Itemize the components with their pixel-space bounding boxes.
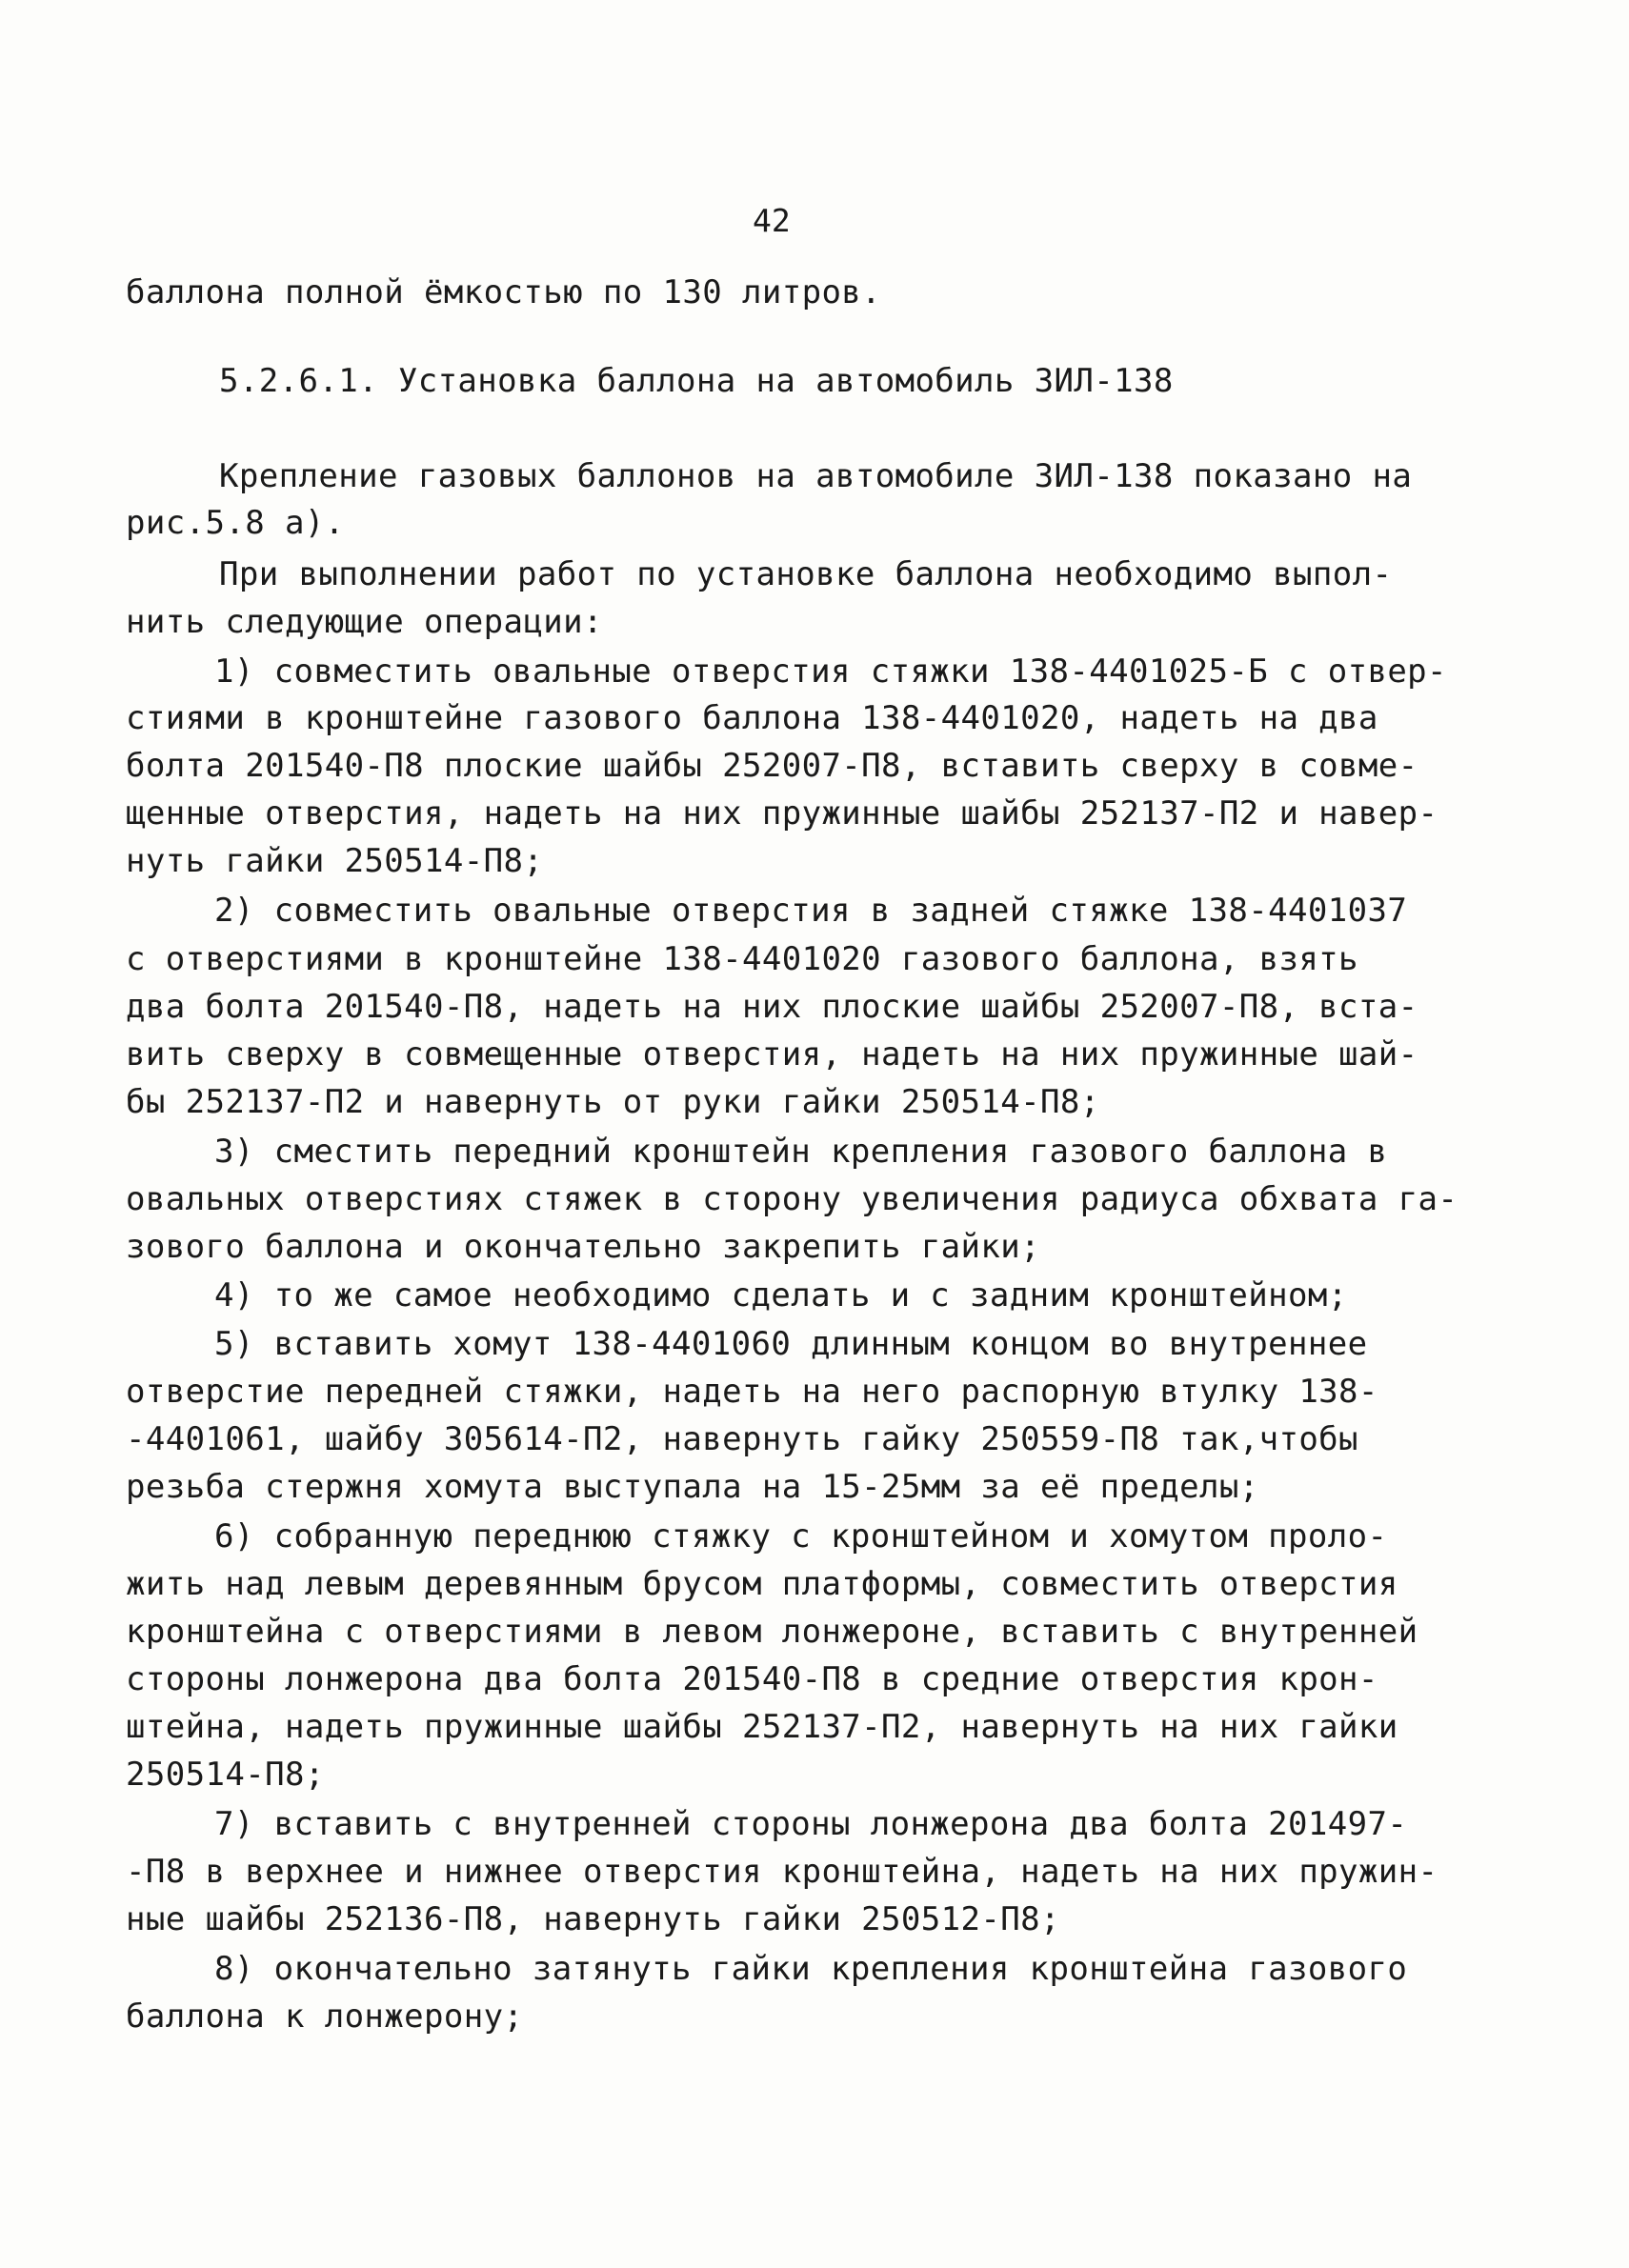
page-number: 42 (753, 202, 791, 239)
text-line: штейна, надеть пружинные шайбы 252137-П2, навернуть на них гайки (126, 1708, 1398, 1746)
text-line: бы 252137-П2 и навернуть от руки гайки 250514-П8; (126, 1083, 1100, 1121)
text-line: стороны лонжерона два болта 201540-П8 в средние отверстия крон- (126, 1660, 1378, 1698)
list-item: 7) вставить с внутренней стороны лонжерона два болта 201497- (214, 1805, 1408, 1843)
text-line: с отверстиями в кронштейне 138-4401020 газового баллона, взять (126, 940, 1358, 978)
text-line: баллона к лонжерону; (126, 1997, 524, 2036)
text-line: 250514-П8; (126, 1756, 325, 1794)
text-line: ные шайбы 252136-П8, навернуть гайки 250512-П8; (126, 1900, 1060, 1938)
text-line: рис.5.8 а). (126, 504, 345, 542)
text-line: стиями в кронштейне газового баллона 138-4401020, надеть на два (126, 699, 1378, 737)
text-line: болта 201540-П8 плоские шайбы 252007-П8, вставить сверху в совме- (126, 747, 1418, 785)
section-heading: 5.2.6.1. Установка баллона на автомобиль ЗИЛ-138 (219, 362, 1174, 400)
list-item: 6) собранную переднюю стяжку с кронштейном и хомутом проло- (214, 1517, 1388, 1555)
text-line: нить следующие операции: (126, 603, 603, 641)
list-item: 8) окончательно затянуть гайки крепления кронштейна газового (214, 1950, 1408, 1988)
text-line: резьба стержня хомута выступала на 15-25мм за её пределы; (126, 1468, 1259, 1506)
text-line: -П8 в верхнее и нижнее отверстия кронштейна, надеть на них пружин- (126, 1853, 1438, 1891)
text-line: вить сверху в совмещенные отверстия, надеть на них пружинные шай- (126, 1035, 1418, 1074)
text-line: кронштейна с отверстиями в левом лонжероне, вставить с внутренней (126, 1613, 1418, 1651)
list-item: 4) то же самое необходимо сделать и с задним кронштейном; (214, 1276, 1348, 1315)
list-item: 2) совместить овальные отверстия в задней стяжке 138-4401037 (214, 892, 1408, 930)
list-item: 3) сместить передний кронштейн крепления газового баллона в (214, 1133, 1388, 1171)
text-line: щенные отверстия, надеть на них пружинные шайбы 252137-П2 и навер- (126, 794, 1438, 833)
text-line: овальных отверстиях стяжек в сторону увеличения радиуса обхвата га- (126, 1180, 1458, 1218)
text-line: нуть гайки 250514-П8; (126, 842, 544, 880)
list-item: 1) совместить овальные отверстия стяжки 138-4401025-Б с отвер- (214, 652, 1447, 691)
text-line: -4401061, шайбу 305614-П2, навернуть гайку 250559-П8 так,чтобы (126, 1420, 1358, 1458)
list-item: 5) вставить хомут 138-4401060 длинным концом во внутреннее (214, 1325, 1368, 1363)
text-line: баллона полной ёмкостью по 130 литров. (126, 273, 882, 311)
text-line: жить над левым деревянным брусом платформы, совместить отверстия (126, 1565, 1398, 1603)
text-line: При выполнении работ по установке баллона необходимо выпол- (219, 555, 1393, 593)
text-line: Крепление газовых баллонов на автомобиле ЗИЛ-138 показано на (219, 457, 1413, 495)
text-line: отверстие передней стяжки, надеть на него распорную втулку 138- (126, 1373, 1378, 1411)
text-line: два болта 201540-П8, надеть на них плоские шайбы 252007-П8, вста- (126, 988, 1418, 1026)
text-line: зового баллона и окончательно закрепить гайки; (126, 1228, 1041, 1266)
